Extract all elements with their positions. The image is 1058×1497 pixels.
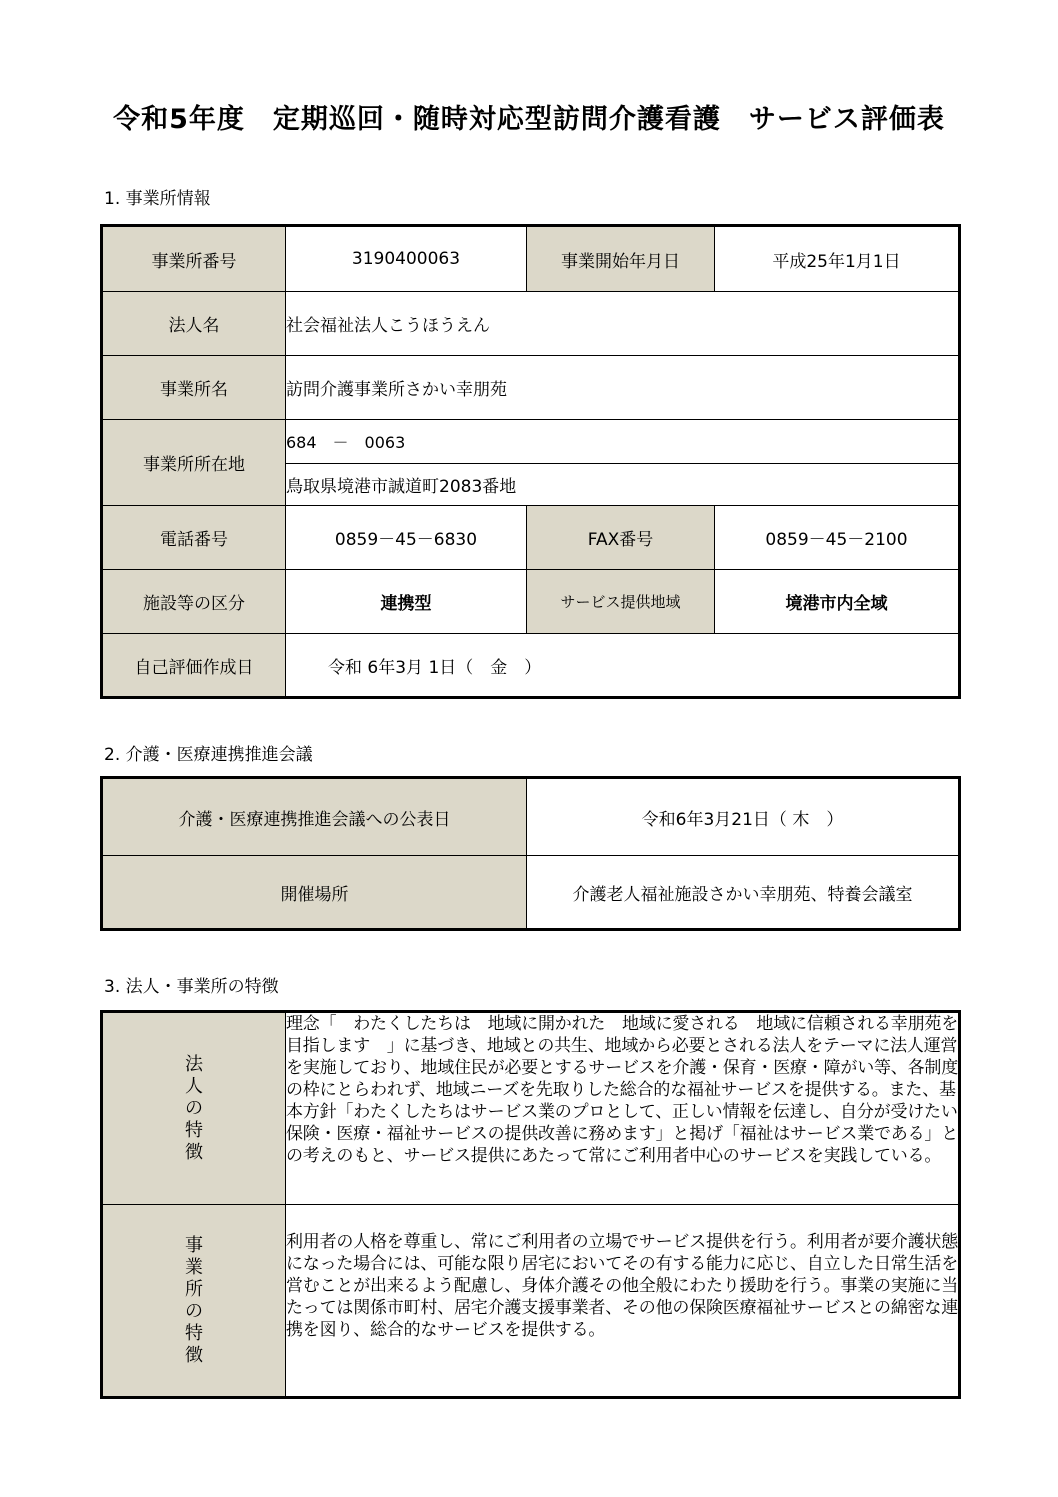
publish-date: 令和6年3月21日（ 木 ） [527, 778, 960, 856]
self-eval-date: 令和 6年3月 1日（ 金 ） [286, 634, 960, 698]
corp-features-label-cell [102, 1012, 286, 1205]
features-table [100, 1010, 961, 1399]
service-area: 境港市内全域 [715, 570, 960, 634]
fax-number: 0859－45－2100 [715, 506, 960, 570]
office-number-label: 事業所番号 [102, 226, 286, 292]
venue: 介護老人福祉施設さかい幸朋苑、特養会議室 [527, 856, 960, 930]
meeting-table [100, 776, 961, 931]
start-date-label: 事業開始年月日 [527, 226, 715, 292]
phone-label: 電話番号 [102, 506, 286, 570]
corporation-label: 法人名 [102, 292, 286, 356]
address-label: 事業所所在地 [102, 420, 286, 506]
office-number: 3190400063 [286, 226, 527, 292]
start-date: 平成25年1月1日 [715, 226, 960, 292]
facility-type-label: 施設等の区分 [102, 570, 286, 634]
office-name-label: 事業所名 [102, 356, 286, 420]
phone-number: 0859－45－6830 [286, 506, 527, 570]
page-title: 令和5年度 定期巡回・随時対応型訪問介護看護 サービス評価表 [113, 104, 945, 135]
postal-code: 684 － 0063 [286, 420, 960, 464]
office-info-table [100, 224, 961, 699]
corp-features-text: 理念「 わたくしたちは 地域に開かれた 地域に愛される 地域に信頼される幸朋苑を目指します 」に基づき、地域との共生、地域から必要とされる法人をテーマに法人運営を実施しており、地域住民が必要とするサービスを介護・保育・医療・障がい等、各制度の枠にとらわれず、地域ニーズを先取りした総合的な福祉サービスを提供する。また、基本方針「わたくしたちはサービス業のプロとして、正しい情報を伝達し、自分が受けたい保険・医療・福祉サービスの提供改善に務めます」と掲げ「福祉はサービス業である」との考えのもと、サービス提供にあたって常にご利用者中心のサービスを実践している。 [286, 1012, 960, 1205]
section1-heading: 1. 事業所情報 [104, 189, 211, 209]
office-features-label-cell [102, 1205, 286, 1398]
office-features-label: 事業所の特徴 [185, 1234, 203, 1366]
facility-type: 連携型 [286, 570, 527, 634]
venue-label: 開催場所 [102, 856, 527, 930]
corporation-name: 社会福祉法人こうほうえん [286, 292, 960, 356]
office-features-text: 利用者の人格を尊重し、常にご利用者の立場でサービス提供を行う。利用者が要介護状態になった場合には、可能な限り居宅においてその有する能力に応じ、自立した日常生活を営むことが出来るよう配慮し、身体介護その他全般にわたり援助を行う。事業の実施に当たっては関係市町村、居宅介護支援事業者、その他の保険医療福祉サービスとの綿密な連携を図り、総合的なサービスを提供する。 [286, 1205, 960, 1398]
address: 鳥取県境港市誠道町2083番地 [286, 464, 960, 506]
section3-heading: 3. 法人・事業所の特徴 [104, 977, 279, 997]
publish-date-label: 介護・医療連携推進会議への公表日 [102, 778, 527, 856]
corp-features-label: 法人の特徴 [185, 1053, 203, 1163]
office-name: 訪問介護事業所さかい幸朋苑 [286, 356, 960, 420]
fax-label: FAX番号 [527, 506, 715, 570]
section2-heading: 2. 介護・医療連携推進会議 [104, 745, 313, 765]
service-area-label: サービス提供地域 [527, 570, 715, 634]
self-eval-date-label: 自己評価作成日 [102, 634, 286, 698]
